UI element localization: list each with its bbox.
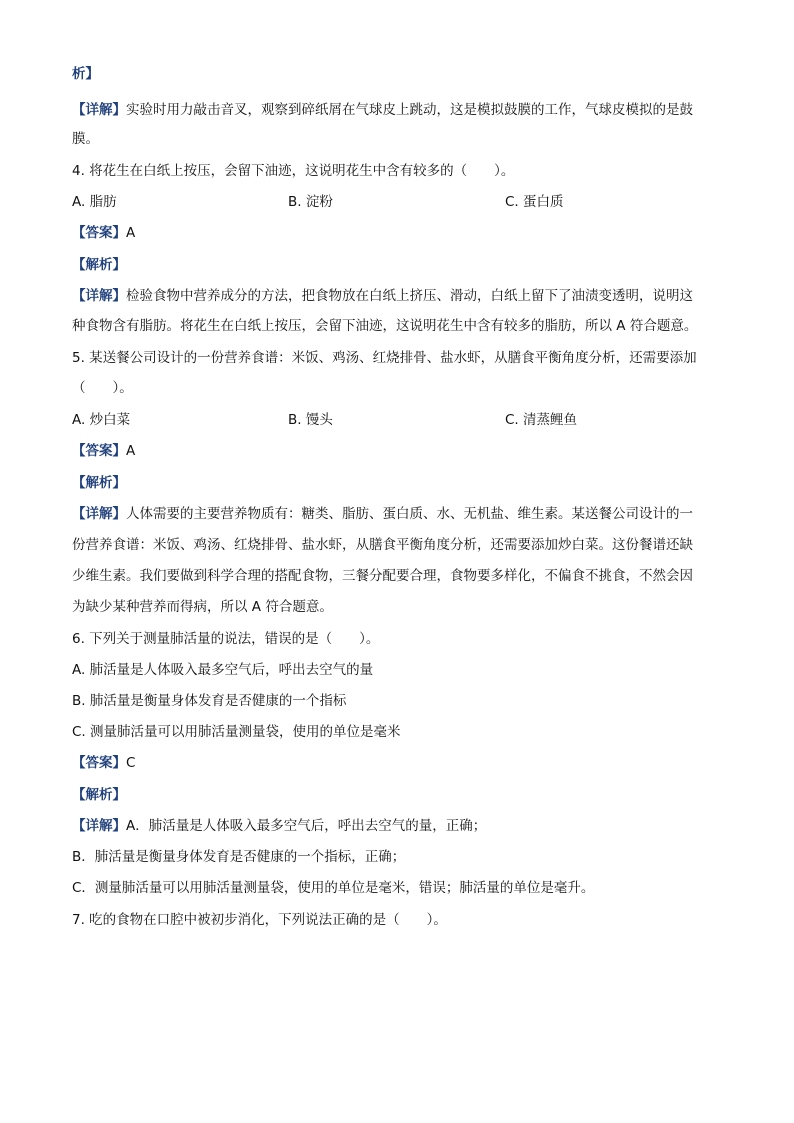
- q6-answer: [72, 754, 135, 772]
- q6-option-a: A. 肺活量是人体吸入最多空气后，呼出去空气的量: [72, 662, 374, 678]
- q5-option-b: B. 馒头: [288, 412, 333, 428]
- q4-detail-line-1: 【详解】检验食物中营养成分的方法，把食物放在白纸上挤压、滑动，白纸上留下了油渍变透明，说明这: [72, 288, 693, 304]
- q4-stem: 4. 将花生在白纸上按压，会留下油迹，这说明花生中含有较多的（ ）。: [72, 163, 515, 179]
- detail-tag: 【详解】: [72, 102, 126, 118]
- answer-value: A: [126, 225, 136, 241]
- q5-option-c: C. 清蒸鲤鱼: [505, 412, 578, 428]
- q5-detail-line-4: 为缺少某种营养而得病，所以 A 符合题意。: [72, 599, 333, 615]
- q5-detail-line-1: 【详解】人体需要的主要营养物质有：糖类、脂肪、蛋白质、水、无机盐、维生素。某送餐公司设计的一: [72, 506, 693, 522]
- answer-tag: 【答案】: [72, 755, 126, 771]
- q3-detail-line-2: 膜。: [72, 131, 99, 147]
- q5-stem-line-1: 5. 某送餐公司设计的一份营养食谱：米饭、鸡汤、红烧排骨、盐水虾，从膳食平衡角度分析，还需要添加: [72, 350, 697, 366]
- answer-value: C: [126, 755, 136, 771]
- q6-detail-line-2: B．肺活量是衡量身体发育是否健康的一个指标，正确；: [72, 849, 406, 865]
- analysis-tag-fragment: 析】: [72, 66, 99, 82]
- q6-option-c: C. 测量肺活量可以用肺活量测量袋，使用的单位是毫米: [72, 724, 401, 740]
- q6-analysis: [72, 786, 126, 804]
- q5-answer: [72, 442, 135, 460]
- q6-detail-line-3: C．测量肺活量可以用肺活量测量袋，使用的单位是毫米，错误；肺活量的单位是毫升。: [72, 880, 595, 896]
- analysis-tag: 【解析】: [72, 787, 126, 803]
- q6-option-b: B. 肺活量是衡量身体发育是否健康的一个指标: [72, 693, 347, 709]
- q5-stem-line-2: （ ）。: [72, 380, 133, 396]
- answer-tag: 【答案】: [72, 225, 126, 241]
- q6-detail-line-1: 【详解】A．肺活量是人体吸入最多空气后，呼出去空气的量，正确；: [72, 818, 487, 834]
- detail-tag: 【详解】: [72, 506, 126, 522]
- detail-tag: 【详解】: [72, 818, 126, 834]
- continuation-tag: [72, 65, 99, 83]
- q4-answer: [72, 224, 135, 242]
- q4-detail-line-2: 种食物含有脂肪。将花生在白纸上按压，会留下油迹，这说明花生中含有较多的脂肪，所以 A 符合题意。: [72, 318, 698, 334]
- q4-option-b: B. 淀粉: [288, 194, 333, 210]
- q4-option-a: A. 脂肪: [72, 194, 117, 210]
- analysis-tag: 【解析】: [72, 475, 126, 491]
- q3-detail-line-1: 【详解】实验时用力敲击音叉，观察到碎纸屑在气球皮上跳动，这是模拟鼓膜的工作，气球皮模拟的是鼓: [72, 102, 693, 118]
- q5-analysis: [72, 474, 126, 492]
- q4-option-c: C. 蛋白质: [505, 194, 564, 210]
- q5-detail-line-3: 少维生素。我们要做到科学合理的搭配食物，三餐分配要合理，食物要多样化，不偏食不挑食，不然会因: [72, 568, 693, 584]
- analysis-tag: 【解析】: [72, 257, 126, 273]
- q5-option-a: A. 炒白菜: [72, 412, 131, 428]
- answer-tag: 【答案】: [72, 443, 126, 459]
- q5-detail-line-2: 份营养食谱：米饭、鸡汤、红烧排骨、盐水虾，从膳食平衡角度分析，还需要添加炒白菜。这份餐谱还缺: [72, 537, 693, 553]
- q7-stem: 7. 吃的食物在口腔中被初步消化，下列说法正确的是（ ）。: [72, 912, 447, 928]
- answer-value: A: [126, 443, 136, 459]
- detail-tag: 【详解】: [72, 288, 126, 304]
- q6-stem: 6. 下列关于测量肺活量的说法，错误的是（ ）。: [72, 631, 380, 647]
- q4-analysis: [72, 256, 126, 274]
